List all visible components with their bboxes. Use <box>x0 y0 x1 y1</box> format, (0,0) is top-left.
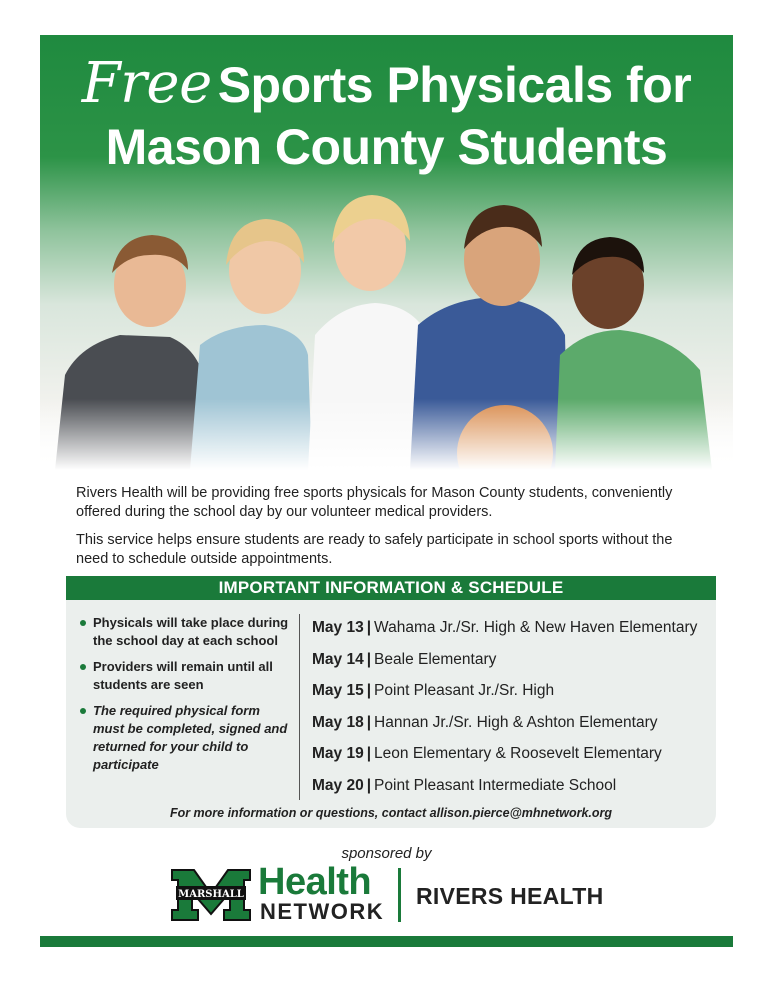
date-item: May 13 | Wahama Jr./Sr. High & New Haven Elementary <box>312 619 698 636</box>
intro-paragraph-2: This service helps ensure students are ready to safely participate in school sports without the need to schedule outside appointments. <box>76 532 673 567</box>
health-wordmark: Health <box>258 861 372 903</box>
date-item: May 15 | Point Pleasant Jr./Sr. High <box>312 682 555 700</box>
info-bullet: Physicals will take place during the school day at each school <box>78 614 292 650</box>
date-item: May 18 | Hannan Jr./Sr. High & Ashton Elementary <box>312 713 658 731</box>
date-item: May 20 | Point Pleasant Intermediate School <box>312 776 617 794</box>
schedule-panel <box>66 576 716 828</box>
intro-paragraph-1: Rivers Health will be providing free sports physicals for Mason County students, conveniently offered during the school day by our volunteer medical providers. <box>76 485 673 520</box>
hero-banner <box>40 35 733 470</box>
title-line1: Sports Physicals for <box>217 57 692 113</box>
logo-divider <box>398 868 401 922</box>
info-bullet: The required physical form must be completed, signed and returned for your child to participate <box>78 702 292 774</box>
sponsored-by-label: sponsored by <box>341 845 432 862</box>
page-title <box>40 53 733 178</box>
date-item: May 14 | Beale Elementary <box>312 650 497 668</box>
bullet-dot-icon <box>80 664 86 670</box>
bullet-dot-icon <box>80 620 86 626</box>
rivers-health-wordmark: RIVERS HEALTH <box>416 883 604 909</box>
date-list <box>312 612 712 802</box>
intro-text <box>76 484 706 578</box>
svg-text:MARSHALL: MARSHALL <box>178 889 244 900</box>
title-free: Free <box>81 51 212 116</box>
schedule-divider <box>299 614 300 800</box>
children-group-photo <box>40 185 733 470</box>
sponsor-logos <box>170 862 610 928</box>
contact-line: For more information or questions, contact allison.pierce@mhnetwork.org <box>169 806 613 820</box>
schedule-heading: IMPORTANT INFORMATION & SCHEDULE <box>66 576 716 600</box>
info-bullet: Providers will remain until all students are seen <box>78 658 292 694</box>
bullet-dot-icon <box>80 708 86 714</box>
date-item: May 19 | Leon Elementary & Roosevelt Elementary <box>312 745 662 763</box>
title-line2: Mason County Students <box>105 119 668 175</box>
footer-bar <box>40 936 733 947</box>
info-bullets <box>78 614 292 782</box>
marshall-m-logo-icon <box>170 868 252 922</box>
network-wordmark: NETWORK <box>260 899 385 924</box>
